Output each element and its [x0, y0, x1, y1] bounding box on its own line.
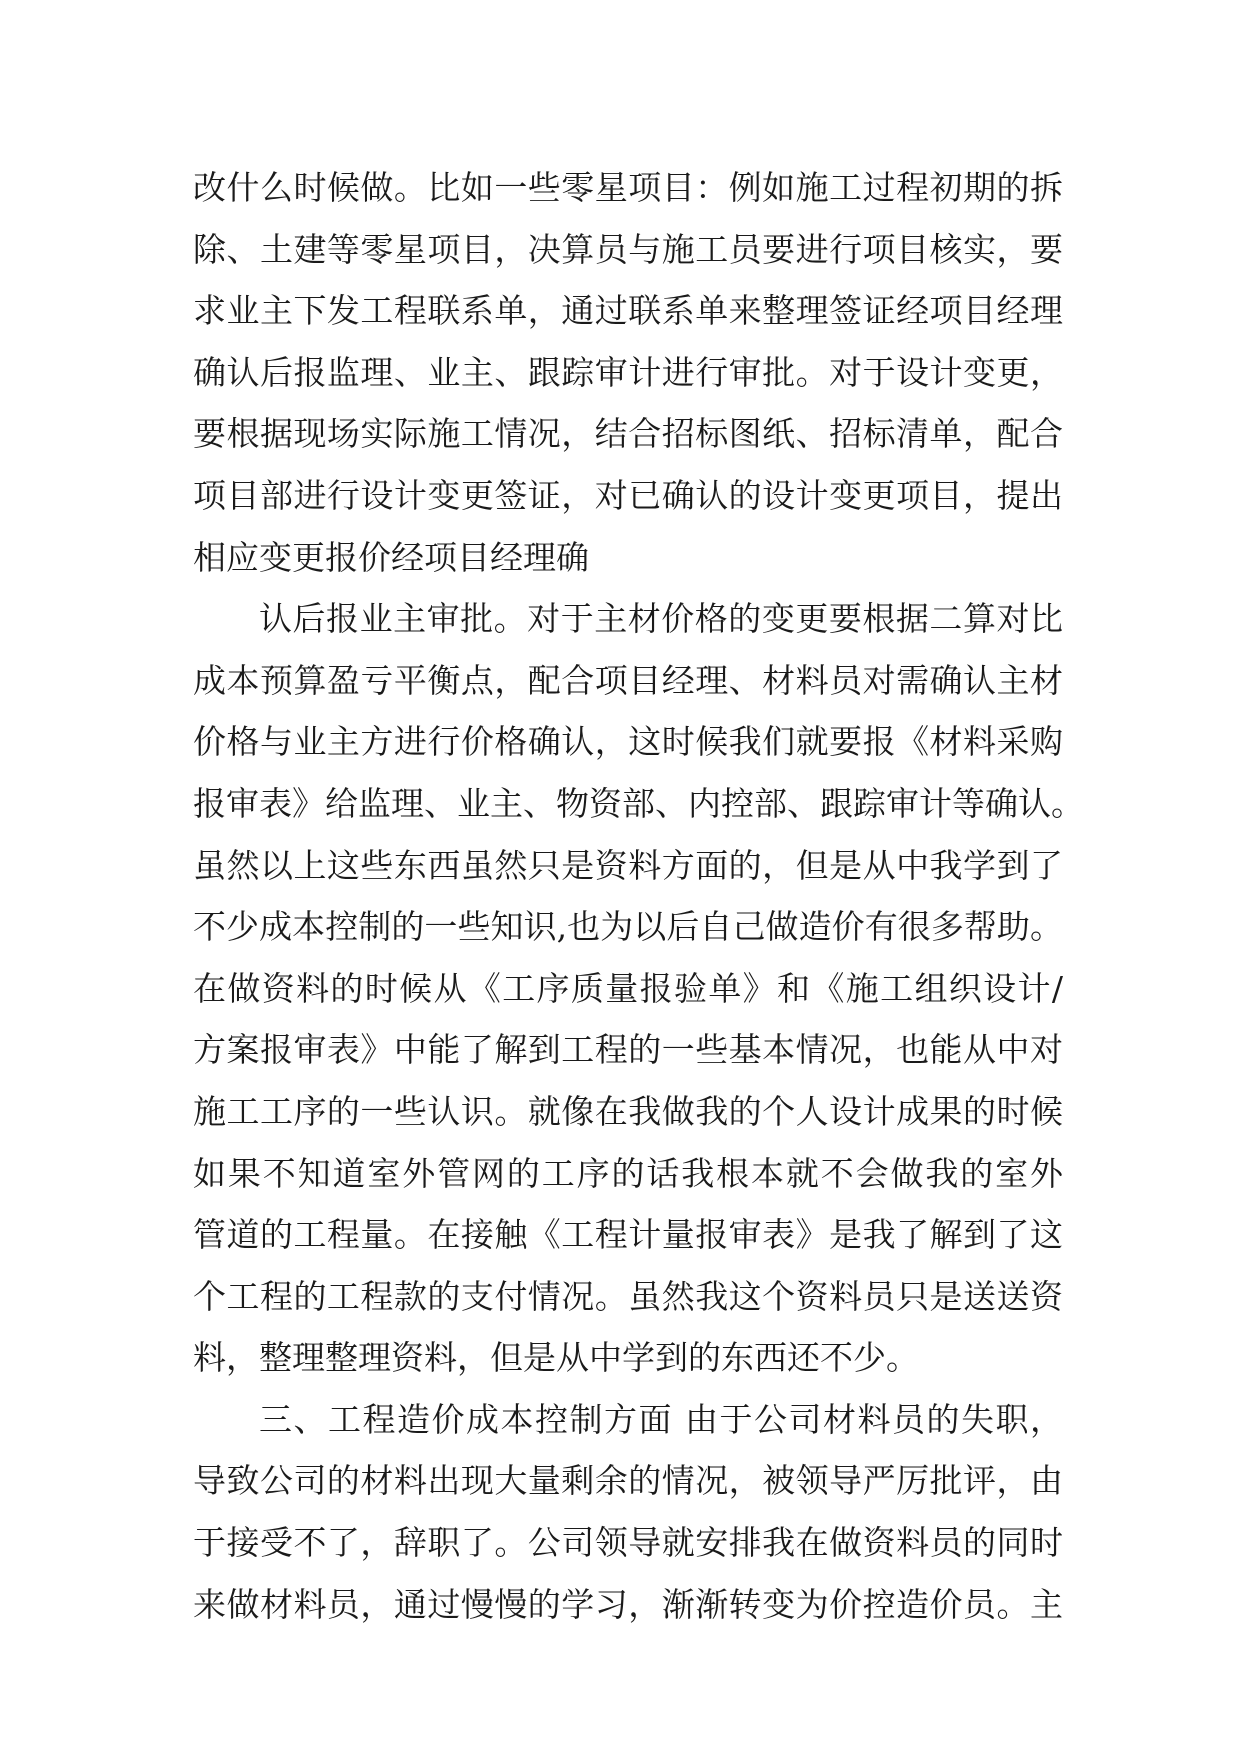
text-line: 管道的工程量。在接触《工程计量报审表》是我了解到了这 [193, 1215, 1063, 1255]
text-line: 项目部进行设计变更签证，对已确认的设计变更项目，提出 [193, 475, 1063, 515]
text-line: 施工工序的一些认识。就像在我做我的个人设计成果的时候 [193, 1091, 1063, 1131]
text-line: 于接受不了，辞职了。公司领导就安排我在做资料员的同时 [193, 1523, 1063, 1563]
text-line: 来做材料员，通过慢慢的学习，渐渐转变为价控造价员。主 [193, 1584, 1063, 1624]
text-line: 成本预算盈亏平衡点，配合项目经理、材料员对需确认主材 [193, 660, 1063, 700]
text-line: 导致公司的材料出现大量剩余的情况，被领导严厉批评，由 [193, 1461, 1063, 1501]
text-line: 相应变更报价经项目经理确 [193, 537, 589, 577]
text-line: 料，整理整理资料，但是从中学到的东西还不少。 [193, 1338, 919, 1378]
text-line: 价格与业主方进行价格确认，这时候我们就要报《材料采购 [193, 722, 1063, 762]
text-line: 报审表》给监理、业主、物资部、内控部、跟踪审计等确认。 [193, 783, 1084, 823]
text-line: 方案报审表》中能了解到工程的一些基本情况，也能从中对 [193, 1030, 1063, 1070]
text-line: 认后报业主审批。对于主材价格的变更要根据二算对比 [259, 599, 1063, 639]
text-line: 三、工程造价成本控制方面 由于公司材料员的失职， [259, 1399, 1063, 1439]
text-line: 虽然以上这些东西虽然只是资料方面的，但是从中我学到了 [193, 845, 1063, 885]
text-line: 个工程的工程款的支付情况。虽然我这个资料员只是送送资 [193, 1276, 1063, 1316]
text-line: 确认后报监理、业主、跟踪审计进行审批。对于设计变更， [193, 352, 1063, 392]
text-line: 如果不知道室外管网的工序的话我根本就不会做我的室外 [193, 1153, 1063, 1193]
text-line: 求业主下发工程联系单，通过联系单来整理签证经项目经理 [193, 291, 1063, 331]
text-line: 除、土建等零星项目，决算员与施工员要进行项目核实，要 [193, 229, 1063, 269]
text-line: 改什么时候做。比如一些零星项目：例如施工过程初期的拆 [193, 168, 1063, 207]
body-text [193, 157, 1084, 1635]
text-line: 不少成本控制的一些知识,也为以后自己做造价有很多帮助。 [193, 907, 1063, 947]
text-line: 在做资料的时候从《工序质量报验单》和《施工组织设计/ [193, 968, 1063, 1008]
text-line: 要根据现场实际施工情况，结合招标图纸、招标清单，配合 [193, 414, 1063, 454]
